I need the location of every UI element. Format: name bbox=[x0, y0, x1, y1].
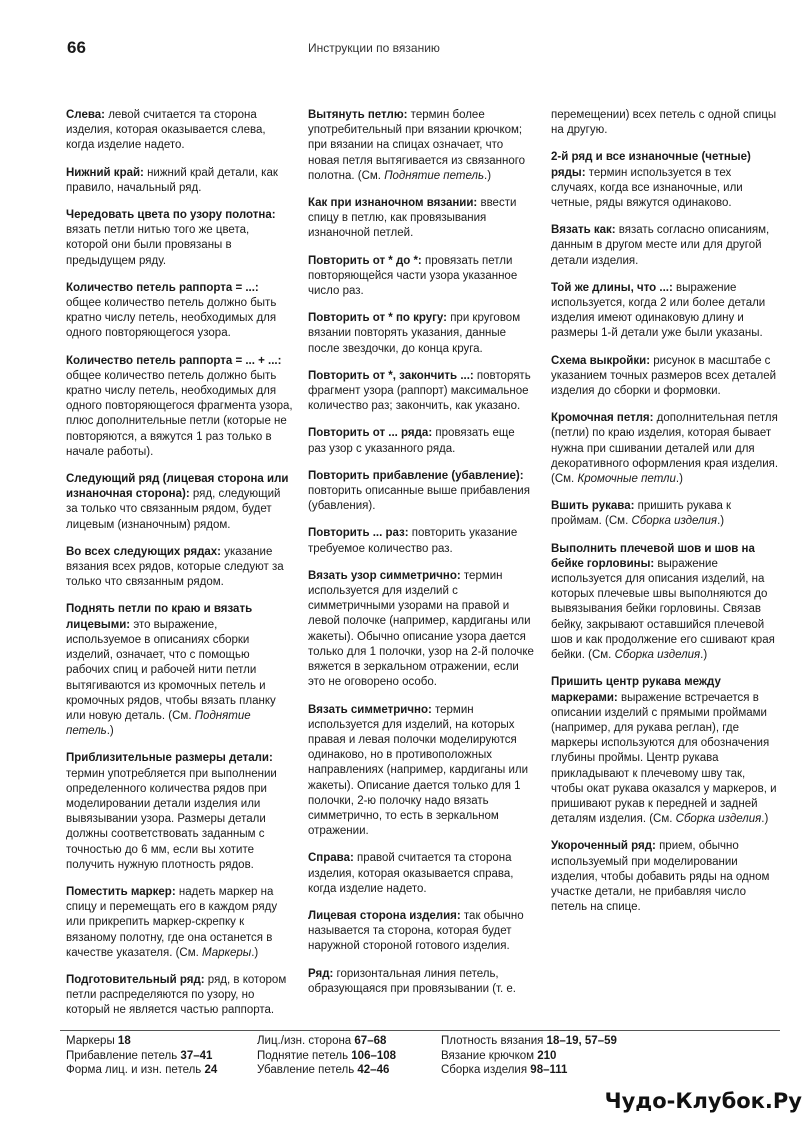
column-2 bbox=[308, 108, 534, 1009]
index-pages: 42–46 bbox=[357, 1064, 390, 1076]
entry-text-end: .) bbox=[106, 725, 114, 738]
entry-text: повторять фрагмент узора (раппорт) максимальное количество раз; закончить, как указано. bbox=[308, 369, 531, 413]
index-label: Форма лиц. и изн. петель bbox=[66, 1064, 205, 1076]
entry-term: Повторить от * по кругу: bbox=[308, 312, 447, 325]
entry-term: Поднять петли по краю и вязать лицевыми: bbox=[66, 603, 253, 631]
index-entry bbox=[441, 1063, 617, 1078]
index-column-1 bbox=[66, 1034, 217, 1078]
page-number: 66 bbox=[67, 38, 86, 57]
footer-rule bbox=[60, 1030, 780, 1031]
entry-text: горизонтальная линия петель, образующаяся при провязывании (т. е. bbox=[308, 967, 516, 995]
entry-text: выражение встречается в описании изделий с прямыми проймами (например, для рукава реглан), где маркеры используются для обозначения глубины проймы. Центр рукава прикладывают к плечевому шву так, чтобы окат рукава оказался у маркеров, и пришивают рукав к передней и задней деталям изделия. (См. bbox=[551, 691, 777, 826]
entry-text: выражение используется для описания изделий, на которых плечевые швы выполняются до вывязывания бейки горловины. Связав бейку, закрывают оставшийся плечевой шов и как продолжение его сшивают края бейки. (См. bbox=[551, 557, 775, 662]
entry-term: Повторить от * до *: bbox=[308, 254, 422, 267]
entry-text: термин используется для изделий, на которых правая и левая полочки моделируются одинаково, но в противоположных направлениях (например, кардиганы или жакеты). Описание дается только для 1 полочки, 2-ю полочку надо вязать симметрично, то есть в зеркальном отражении. bbox=[308, 703, 529, 838]
entry-term: Повторить ... раз: bbox=[308, 527, 409, 540]
entry-text: рисунок в масштабе с указанием точных размеров всех деталей изделия до сборки и формовки. bbox=[551, 354, 777, 398]
entry-text: повторить описанные выше прибавления (убавления). bbox=[308, 485, 530, 513]
index-label: Вязание крючком bbox=[441, 1049, 538, 1062]
entry-text: так обычно называется та сторона, которая будет наружной стороной готового изделия. bbox=[308, 909, 524, 953]
glossary-entry bbox=[66, 885, 294, 961]
running-head: Инструкции по вязанию bbox=[308, 41, 440, 55]
index-entry bbox=[257, 1063, 396, 1078]
index-label: Убавление петель bbox=[257, 1064, 358, 1076]
index-label: Плотность вязания bbox=[441, 1035, 547, 1047]
index-entry bbox=[441, 1034, 617, 1049]
glossary-entry bbox=[551, 675, 780, 827]
entry-text-end: .) bbox=[717, 515, 725, 528]
entry-text: указание вязания всех рядов, которые следуют за только что связанным рядом. bbox=[66, 545, 284, 589]
glossary-entry bbox=[551, 150, 780, 211]
glossary-entry bbox=[551, 223, 780, 269]
glossary-entry bbox=[551, 499, 780, 529]
entry-term: Ряд: bbox=[308, 967, 334, 980]
index-entry bbox=[66, 1034, 217, 1049]
entry-term: 2-й ряд и все изнаночные (четные) ряды: bbox=[551, 151, 751, 179]
entry-crossref: Сборка изделия bbox=[614, 649, 701, 662]
entry-text: надеть маркер на спицу и перемещать его в каждом ряду или прикрепить маркер-скрепку к вязаному полотну, где она останется в качестве указателя. (См. bbox=[66, 885, 278, 959]
entry-text: термин более употребительный при вязании крючком; при вязании на спицах означает, что новая петля вытягивается из связанного полотна. (См. bbox=[308, 109, 526, 182]
glossary-entry bbox=[66, 472, 294, 533]
glossary-entry bbox=[66, 166, 294, 196]
entry-term: Лицевая сторона изделия: bbox=[308, 909, 461, 922]
entry-term: Справа: bbox=[308, 852, 354, 865]
index-entry bbox=[441, 1049, 617, 1064]
entry-text: термин используется для изделий с симметричными узорами на правой и левой полочке (например, кардиганы или жакеты). Обычно описание узора дается только для 1 полочки, узор на 2-й полочке вяжется в зеркальном отражении, если это не оговорено особо. bbox=[308, 569, 534, 689]
entry-text: при круговом вязании повторять указания, данные после звездочки, до конца круга. bbox=[308, 312, 521, 355]
entry-term: Нижний край: bbox=[66, 166, 144, 179]
index-pages: 98–111 bbox=[530, 1064, 568, 1076]
index-label: Лиц./изн. сторона bbox=[257, 1035, 355, 1047]
entry-term: Количество петель раппорта = ...: bbox=[66, 281, 259, 294]
entry-term: Той же длины, что ...: bbox=[551, 281, 673, 294]
index-label: Прибавление петель bbox=[66, 1049, 181, 1062]
entry-term: Вшить рукава: bbox=[551, 500, 635, 513]
entry-text: нижний край детали, как правило, начальный ряд. bbox=[66, 166, 278, 194]
entry-crossref: Кромочные петли bbox=[577, 473, 676, 486]
entry-term: Слева: bbox=[66, 109, 105, 121]
glossary-entry bbox=[308, 369, 534, 415]
glossary-entry bbox=[308, 851, 534, 897]
glossary-entry bbox=[551, 354, 780, 400]
index-column-2 bbox=[257, 1034, 396, 1078]
glossary-entry bbox=[308, 526, 534, 556]
entry-text: провязать петли повторяющейся части узора указанное число раз. bbox=[308, 254, 518, 298]
index-column-3 bbox=[441, 1034, 617, 1078]
entry-term: Подготовительный ряд: bbox=[66, 973, 205, 986]
glossary-entry bbox=[66, 602, 294, 739]
entry-text: термин используется в тех случаях, когда все изнаночные, или четные, ряды вяжутся одинаково. bbox=[551, 166, 743, 210]
entry-text: термин употребляется при выполнении определенного количества рядов при моделировании детали изделия или вывязывании узора. Размеры детали должны соответствовать заданным с точностью до 6 мм, если вы хотите получить нужную плотность рядов. bbox=[66, 767, 277, 871]
index-label: Поднятие петель bbox=[257, 1049, 352, 1062]
entry-text: вязать согласно описаниям, данным в другом месте или для другой детали изделия. bbox=[551, 224, 770, 267]
entry-crossref: Поднятие петель bbox=[384, 169, 485, 182]
glossary-entry bbox=[308, 569, 534, 691]
entry-term: Повторить прибавление (убавление): bbox=[308, 469, 524, 482]
glossary-entry bbox=[551, 108, 780, 138]
column-1 bbox=[66, 108, 294, 1031]
entry-text: провязать еще раз узор с указанного ряда. bbox=[308, 427, 515, 455]
index-pages: 37–41 bbox=[180, 1049, 213, 1062]
index-entry bbox=[66, 1049, 217, 1064]
entry-text: левой считается та сторона изделия, которая оказывается слева, когда изделие надето. bbox=[66, 109, 266, 152]
entry-text-end: .) bbox=[700, 649, 708, 662]
glossary-entry bbox=[66, 108, 294, 154]
entry-text: ряд, в котором петли распределяются по узору, но который не является частью раппорта. bbox=[66, 973, 287, 1017]
watermark: Чудо-Клубок.Ру bbox=[604, 1089, 802, 1113]
glossary-entry bbox=[308, 196, 534, 242]
glossary-entry bbox=[66, 545, 294, 591]
entry-term: Следующий ряд (лицевая сторона или изнаночная сторона): bbox=[66, 473, 289, 501]
glossary-entry bbox=[66, 354, 294, 460]
entry-term: Укороченный ряд: bbox=[551, 840, 656, 853]
glossary-entry bbox=[308, 254, 534, 300]
entry-text: общее количество петель должно быть кратно числу петель, необходимых для одного повторяющегося фрагмента узора, плюс дополнительные петли (которые не повторяются, а вяжутся 1 раз только в начале работы). bbox=[66, 369, 293, 458]
entry-term: Вязать как: bbox=[551, 224, 616, 237]
glossary-entry bbox=[551, 281, 780, 342]
entry-text-end: .) bbox=[251, 946, 259, 959]
entry-text: перемещении) всех петель с одной спицы на другую. bbox=[551, 109, 777, 137]
entry-term: Повторить от *, закончить ...: bbox=[308, 369, 474, 382]
index-entry bbox=[66, 1063, 217, 1078]
entry-crossref: Сборка изделия bbox=[675, 813, 762, 826]
index-pages: 210 bbox=[537, 1049, 557, 1062]
glossary-entry bbox=[66, 751, 294, 873]
glossary-entry bbox=[551, 839, 780, 915]
entry-term: Вязать узор симметрично: bbox=[308, 569, 461, 582]
entry-text-end: .) bbox=[761, 813, 769, 826]
entry-text: дополнительная петля (петли) по краю изделия, которая бывает нужна при сшивании деталей или для декоративного оформления края изделия. (См. bbox=[551, 412, 779, 486]
entry-text: ряд, следующий за только что связанным рядом, будет лицевым (изнаночным) рядом. bbox=[66, 488, 281, 531]
glossary-entry bbox=[308, 703, 534, 840]
entry-text: вязать петли нитью того же цвета, которой они были провязаны в предыдущем ряду. bbox=[66, 224, 250, 267]
glossary-entry bbox=[66, 973, 294, 1019]
entry-term: Кромочная петля: bbox=[551, 412, 654, 425]
glossary-entry bbox=[66, 208, 294, 269]
entry-term: Как при изнаночном вязании: bbox=[308, 197, 478, 210]
index-label: Маркеры bbox=[66, 1035, 118, 1047]
entry-text: повторить указание требуемое количество раз. bbox=[308, 527, 518, 555]
index-pages: 106–108 bbox=[351, 1049, 397, 1062]
index-pages: 67–68 bbox=[354, 1035, 387, 1047]
entry-term: Количество петель раппорта = ... + ...: bbox=[66, 354, 282, 367]
entry-text-end: .) bbox=[484, 169, 492, 182]
index-entry bbox=[257, 1049, 396, 1064]
glossary-entry bbox=[551, 542, 780, 664]
entry-text: ввести спицу в петлю, как провязывания изнаночной петлей. bbox=[308, 197, 517, 240]
entry-text: это выражение, используемое в описаниях сборки изделий, означает, что с помощью рабочих спиц и рабочей нити петли вытягиваются из кромочных петель и кромочных рядов, чтобы вязать планку или новую деталь. (См. bbox=[66, 618, 276, 722]
glossary-entry bbox=[308, 108, 534, 184]
entry-text: прием, обычно используемый при моделировании изделия, чтобы добавить ряды на одном участке детали, не прибавляя число петель на спице. bbox=[551, 840, 770, 914]
entry-term: Вытянуть петлю: bbox=[308, 109, 408, 121]
entry-crossref: Поднятие петель bbox=[66, 709, 251, 738]
entry-term: Повторить от ... ряда: bbox=[308, 427, 433, 440]
entry-crossref: Маркеры bbox=[202, 946, 252, 959]
entry-term: Схема выкройки: bbox=[551, 354, 651, 367]
index-entry bbox=[257, 1034, 396, 1049]
entry-text: общее количество петель должно быть кратно числу петель, необходимых для одного повторяющегося узора. bbox=[66, 297, 277, 340]
entry-term: Чередовать цвета по узору полотна: bbox=[66, 209, 276, 222]
entry-text: пришить рукава к проймам. (См. bbox=[551, 500, 732, 528]
entry-crossref: Сборка изделия bbox=[631, 515, 718, 528]
entry-term: Пришить центр рукава между маркерами: bbox=[551, 676, 721, 704]
entry-term: Во всех следующих рядах: bbox=[66, 545, 222, 558]
index-pages: 18 bbox=[117, 1035, 131, 1047]
glossary-entry bbox=[308, 426, 534, 456]
entry-term: Поместить маркер: bbox=[66, 885, 176, 898]
glossary-entry bbox=[551, 411, 780, 487]
column-3 bbox=[551, 108, 780, 927]
entry-term: Приблизительные размеры детали: bbox=[66, 752, 273, 765]
index-pages: 24 bbox=[204, 1064, 218, 1076]
entry-text: правой считается та сторона изделия, которая оказывается справа, когда изделие надето. bbox=[308, 852, 514, 895]
glossary-entry bbox=[308, 967, 534, 997]
entry-text: выражение используется, когда 2 или более детали изделия имеют одинаковую длину и размеры 1-й детали уже были указаны. bbox=[551, 281, 766, 340]
glossary-entry bbox=[66, 281, 294, 342]
glossary-entry bbox=[308, 469, 534, 515]
glossary-entry bbox=[308, 909, 534, 955]
entry-text-end: .) bbox=[675, 473, 683, 486]
entry-term: Выполнить плечевой шов и шов на бейке горловины: bbox=[551, 542, 755, 570]
index-label: Сборка изделия bbox=[441, 1064, 531, 1076]
entry-term: Вязать симметрично: bbox=[308, 703, 432, 716]
glossary-entry bbox=[308, 311, 534, 357]
index-pages: 18–19, 57–59 bbox=[546, 1035, 617, 1047]
